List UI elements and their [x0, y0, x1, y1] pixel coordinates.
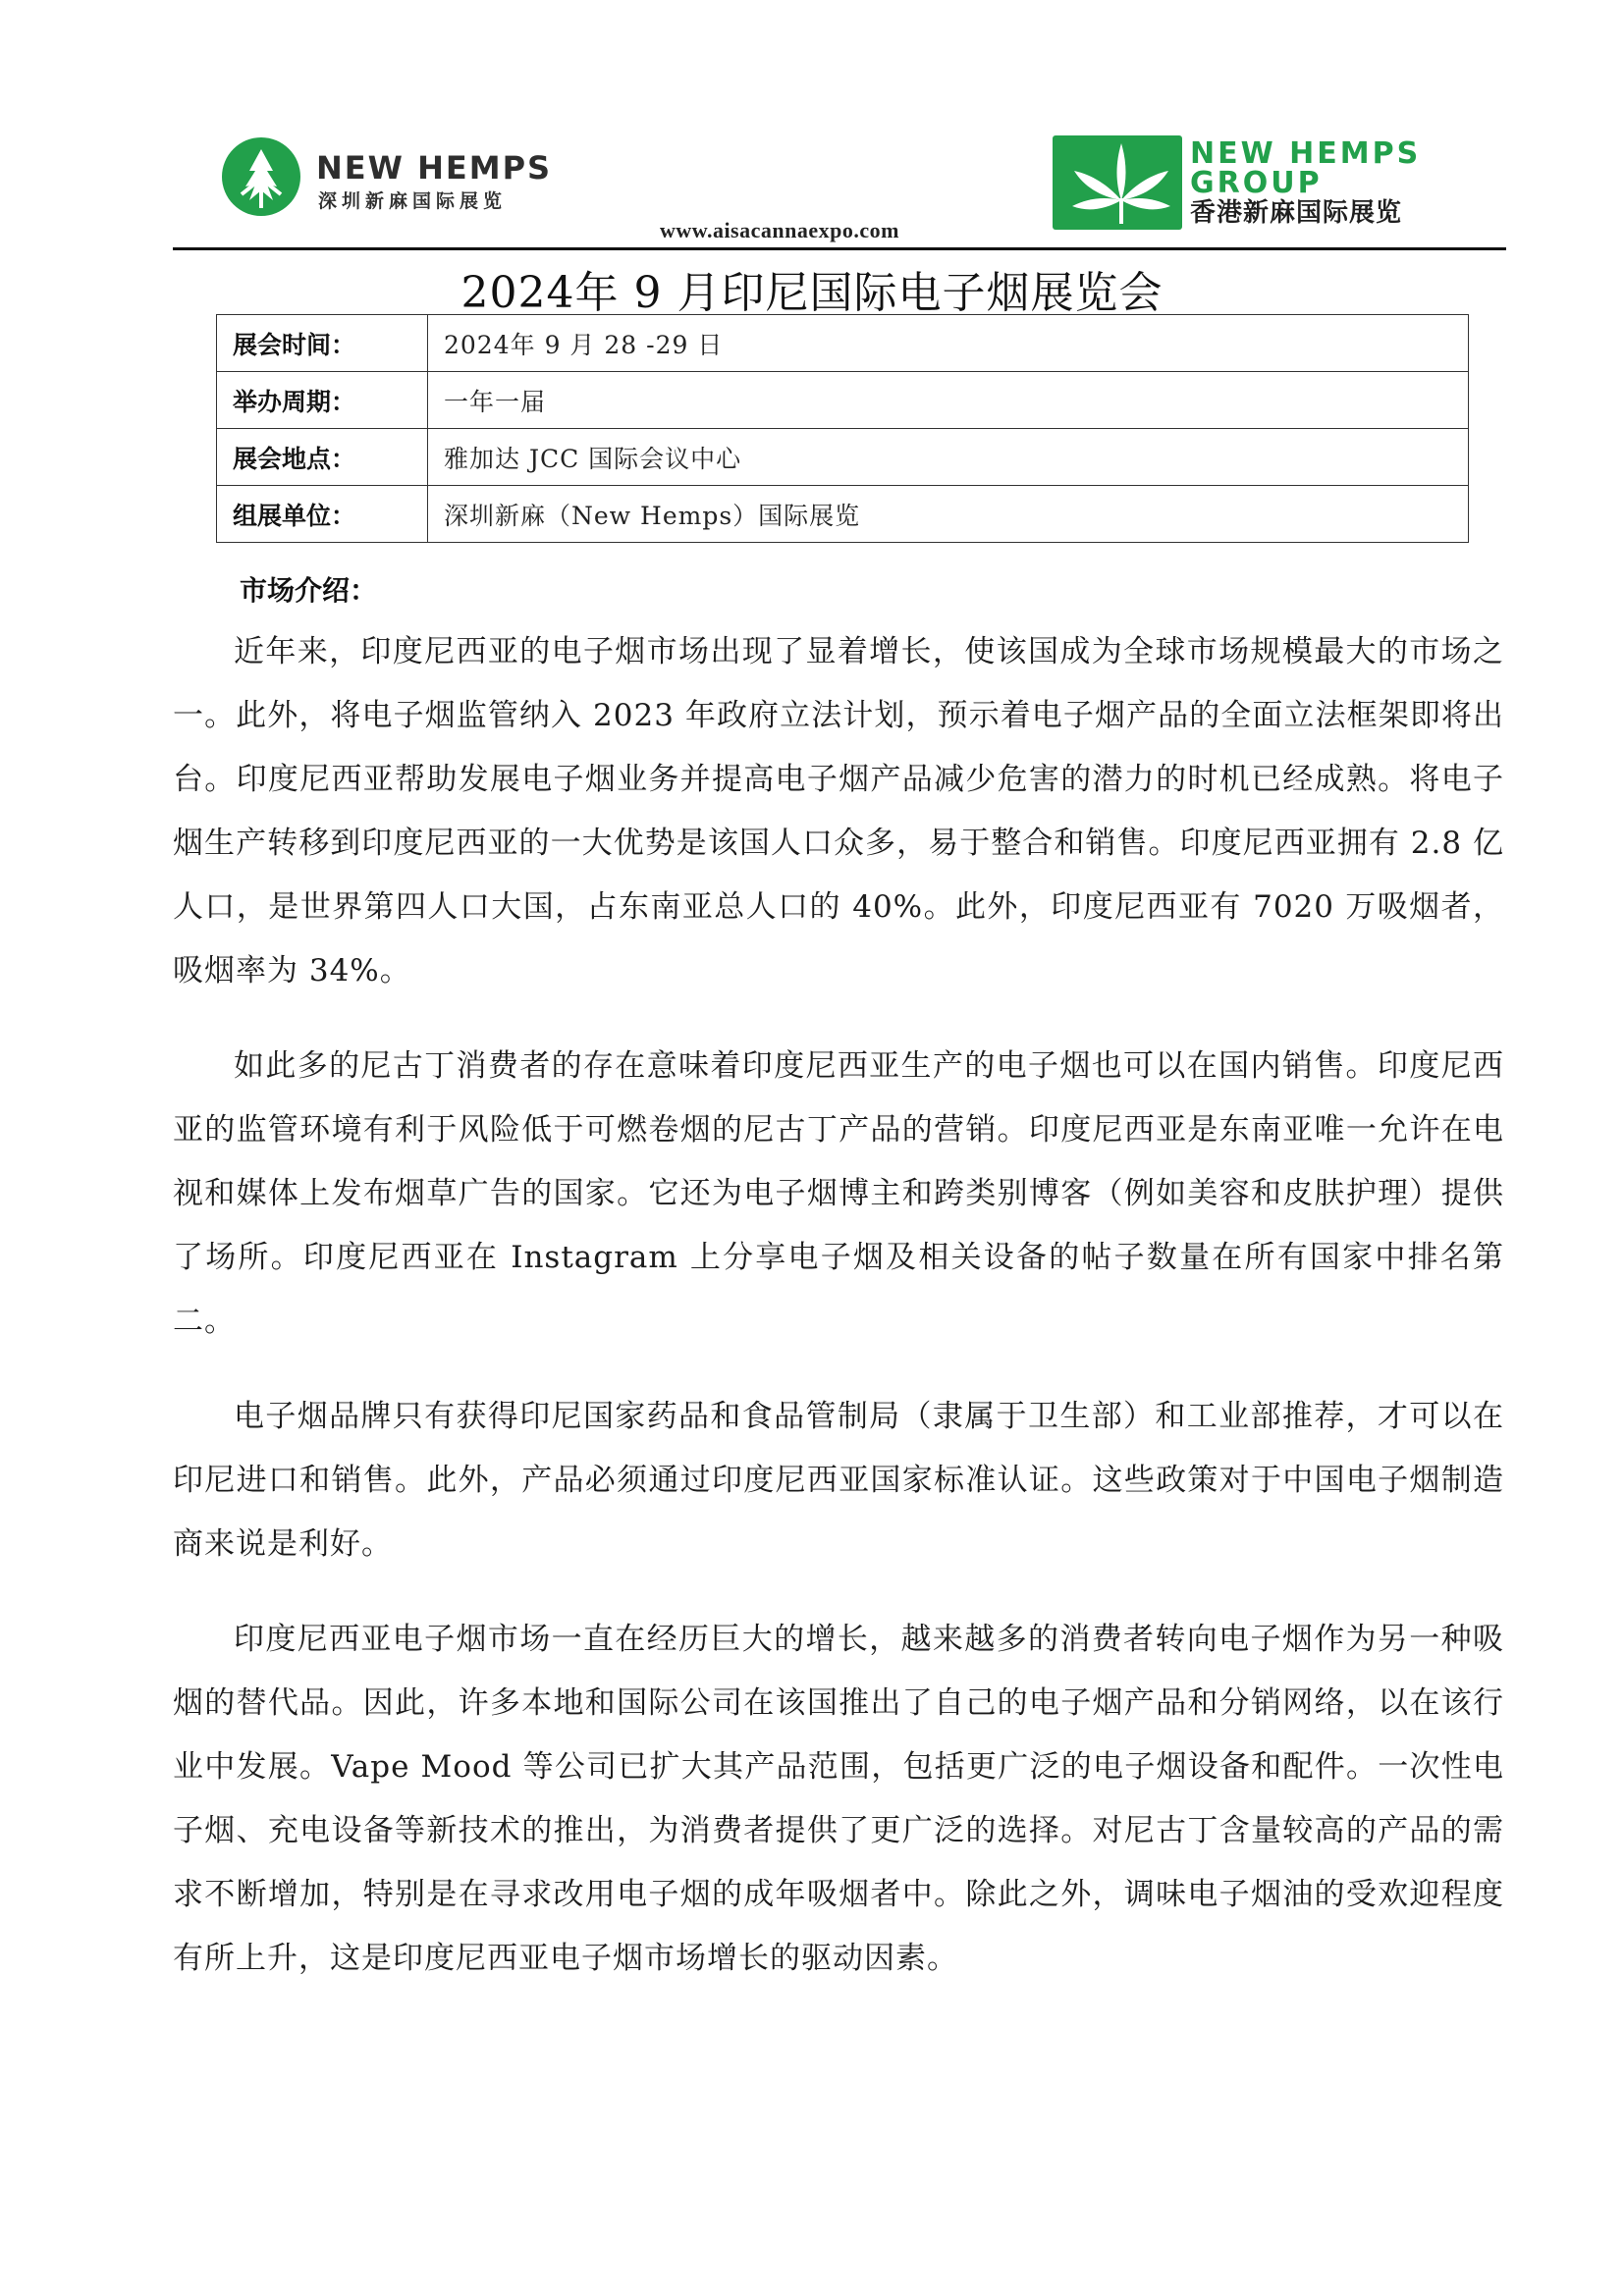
info-row	[217, 429, 1469, 486]
body-text	[173, 620, 1504, 2022]
new-hemps-group-logo	[1053, 135, 1485, 234]
info-row	[217, 315, 1469, 372]
info-value: 雅加达 JCC 国际会议中心	[428, 429, 1469, 486]
info-value: 2024年 9 月 28 -29 日	[428, 315, 1469, 372]
info-key: 展会地点：	[217, 429, 428, 486]
right-logo-line1: NEW HEMPS	[1190, 136, 1422, 171]
right-logo-line3: 香港新麻国际展览	[1190, 198, 1403, 228]
paragraph: 印度尼西亚电子烟市场一直在经历巨大的增长，越来越多的消费者转向电子烟作为另一种吸烟的替代品。因此，许多本地和国际公司在该国推出了自己的电子烟产品和分销网络，以在该行业中发展。Vape Mood 等公司已扩大其产品范围，包括更广泛的电子烟设备和配件。一次性电子烟、充电设备等新技术的推出，为消费者提供了更广泛的选择。对尼古丁含量较高的产品的需求不断增加，特别是在寻求改用电子烟的成年吸烟者中。除此之外，调味电子烟油的受欢迎程度有所上升，这是印度尼西亚电子烟市场增长的驱动因素。	[173, 1622, 1504, 1976]
info-key: 展会时间：	[217, 315, 428, 372]
info-key: 举办周期：	[217, 372, 428, 429]
right-logo-line2: GROUP	[1190, 166, 1323, 200]
info-key: 组展单位：	[217, 486, 428, 543]
section-heading: 市场介绍：	[240, 574, 378, 607]
paragraph: 近年来，印度尼西亚的电子烟市场出现了显着增长，使该国成为全球市场规模最大的市场之一。此外，将电子烟监管纳入 2023 年政府立法计划，预示着电子烟产品的全面立法框架即将出台。印度尼西亚帮助发展电子烟业务并提高电子烟产品减少危害的潜力的时机已经成熟。将电子烟生产转移到印度尼西亚的一大优势是该国人口众多，易于整合和销售。印度尼西亚拥有 2.8 亿人口，是世界第四人口大国，占东南亚总人口的 40%。此外，印度尼西亚有 7020 万吸烟者，吸烟率为 34%。	[173, 634, 1504, 988]
exhibition-info-table	[216, 314, 1469, 543]
logo-green-box	[1053, 135, 1182, 230]
info-row	[217, 372, 1469, 429]
header-divider	[173, 247, 1506, 250]
new-hemps-logo	[218, 135, 571, 218]
document-title: 2024年 9 月印尼国际电子烟展览会	[460, 268, 1164, 318]
hemp-leaf-circle-icon	[218, 135, 308, 226]
paragraph: 电子烟品牌只有获得印尼国家药品和食品管制局（隶属于卫生部）和工业部推荐，才可以在印尼进口和销售。此外，产品必须通过印度尼西亚国家标准认证。这些政策对于中国电子烟制造商来说是利好。	[173, 1399, 1504, 1562]
cannabis-leaf-icon	[1053, 135, 1182, 230]
left-logo-brand: NEW HEMPS	[316, 149, 553, 187]
info-value: 一年一届	[428, 372, 1469, 429]
left-logo-subtitle: 深圳新麻国际展览	[318, 190, 508, 212]
info-row	[217, 486, 1469, 543]
info-value: 深圳新麻（New Hemps）国际展览	[428, 486, 1469, 543]
paragraph: 如此多的尼古丁消费者的存在意味着印度尼西亚生产的电子烟也可以在国内销售。印度尼西亚的监管环境有利于风险低于可燃卷烟的尼古丁产品的营销。印度尼西亚是东南亚唯一允许在电视和媒体上发布烟草广告的国家。它还为电子烟博主和跨类别博客（例如美容和皮肤护理）提供了场所。印度尼西亚在 Instagram 上分享电子烟及相关设备的帖子数量在所有国家中排名第二。	[173, 1048, 1504, 1339]
website-url: www.aisacannaexpo.com	[660, 218, 899, 242]
